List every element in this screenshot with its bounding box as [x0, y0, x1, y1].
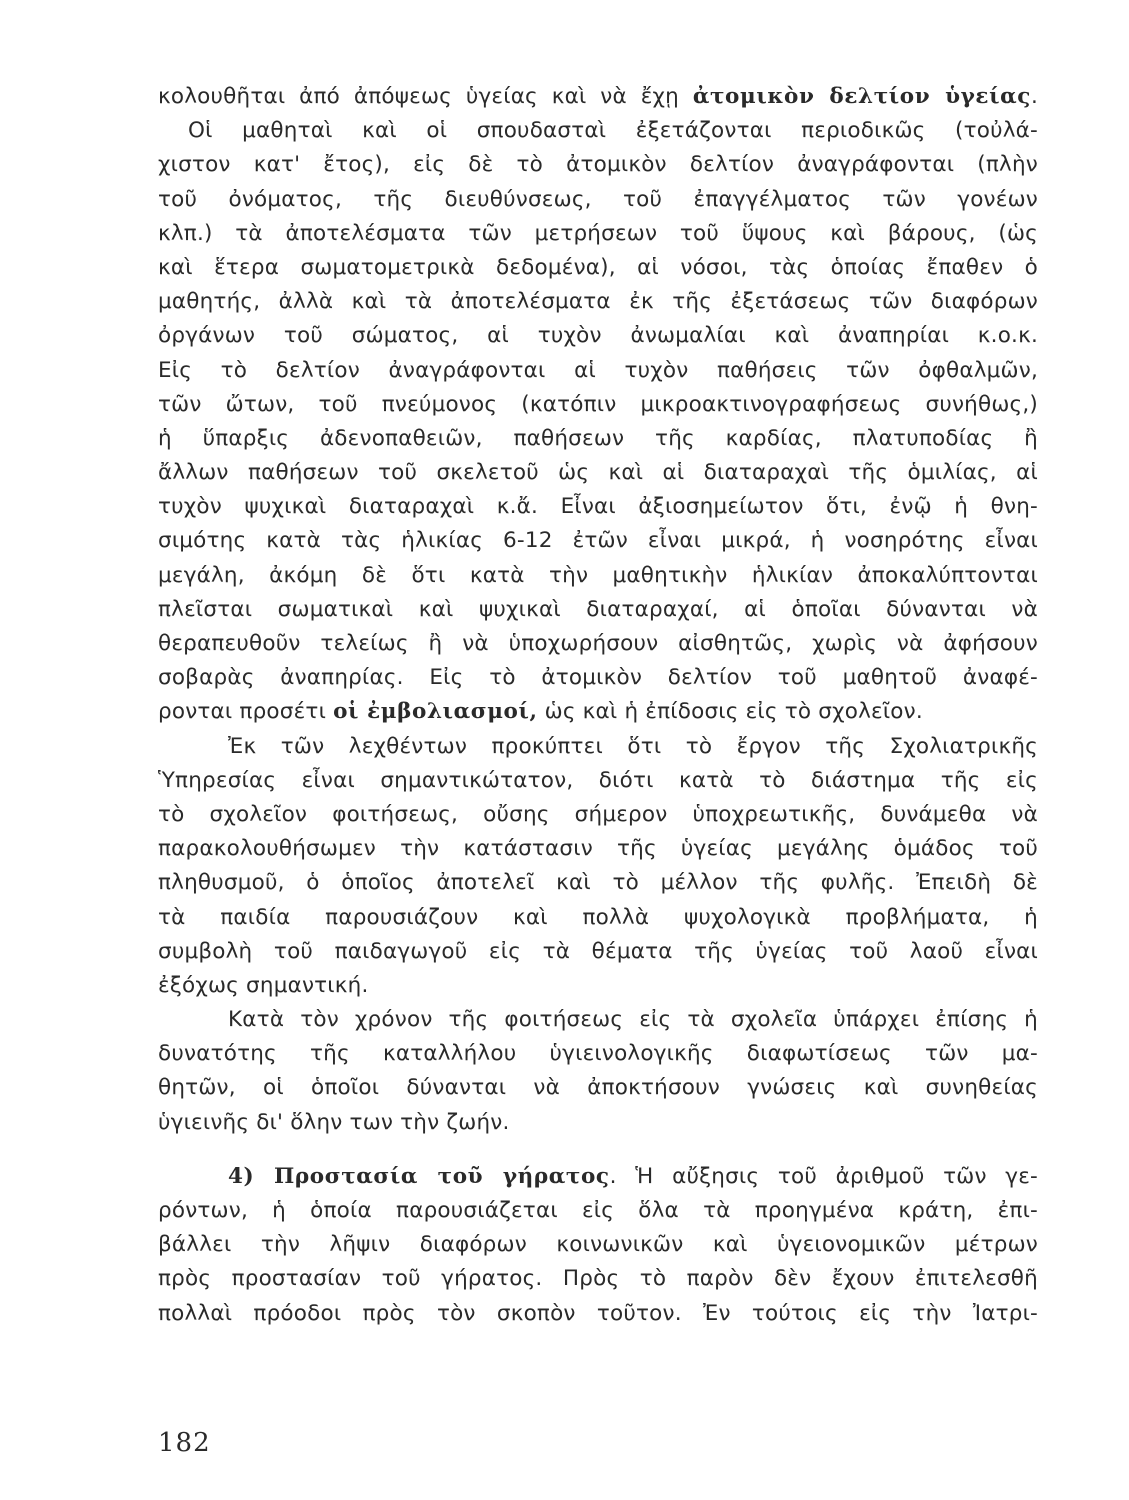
text-line: [158, 695, 1038, 729]
text-span: ὡς καὶ ἡ ἐπίδοσις εἰς τὸ σχολεῖον.: [537, 699, 923, 725]
text-line: σοβαρὰς ἀναπηρίας. Εἰς τὸ ἀτομικὸν δελτίον τοῦ μαθητοῦ ἀναφέ-: [158, 665, 1038, 691]
text-line: βάλλει τὴν λῆψιν διαφόρων κοινωνικῶν καὶ ὑγειονομικῶν μέτρων: [158, 1232, 1038, 1258]
text-line: ἡ ὕπαρξις ἀδενοπαθειῶν, παθήσεων τῆς καρδίας, πλατυποδίας ἢ: [158, 425, 1038, 451]
text-line: τὸ σχολεῖον φοιτήσεως, οὔσης σήμερον ὑποχρεωτικῆς, δυνάμεθα νὰ: [158, 801, 1038, 827]
text-line: θητῶν, οἱ ὁποῖοι δύνανται νὰ ἀποκτήσουν γνώσεις καὶ συνηθείας: [158, 1075, 1038, 1101]
section-heading: 4) Προστασία τοῦ γήρατος: [228, 1163, 610, 1189]
text-line: ἐξόχως σημαντική.: [158, 972, 369, 998]
text-line: χιστον κατ' ἔτος), εἰς δὲ τὸ ἀτομικὸν δελτίον ἀναγράφονται (πλὴν: [158, 152, 1038, 178]
text-line: τῶν ὤτων, τοῦ πνεύμονος (κατόπιν μικροακτινογραφήσεως συνήθως,): [158, 391, 1038, 417]
text-span: . Ἡ αὔξησις τοῦ ἀριθμοῦ τῶν γε-: [609, 1163, 1039, 1189]
text-line: κλπ.) τὰ ἀποτελέσματα τῶν μετρήσεων τοῦ ὕψους καὶ βάρους, (ὡς: [158, 220, 1038, 246]
text-line: πληθυσμοῦ, ὁ ὁποῖος ἀποτελεῖ καὶ τὸ μέλλον τῆς φυλῆς. Ἐπειδὴ δὲ: [158, 870, 1038, 896]
text-span: .: [1030, 84, 1038, 109]
section-heading-line: [158, 1160, 1038, 1194]
text-line: πλεῖσται σωματικαὶ καὶ ψυχικαὶ διαταραχαί, αἱ ὁποῖαι δύνανται νὰ: [158, 596, 1038, 622]
text-line: καὶ ἕτερα σωματομετρικὰ δεδομένα), αἱ νόσοι, τὰς ὁποίας ἔπαθεν ὁ: [158, 254, 1038, 280]
text-line: πολλαὶ πρόοδοι πρὸς τὸν σκοπὸν τοῦτον. Ἐν τούτοις εἰς τὴν Ἰατρι-: [158, 1300, 1038, 1326]
page-body-text: [158, 80, 1038, 1331]
text-line: ρόντων, ἡ ὁποία παρουσιάζεται εἰς ὅλα τὰ προηγμένα κράτη, ἐπι-: [158, 1198, 1038, 1223]
page-number: 182: [158, 1428, 211, 1458]
text-line: συμβολὴ τοῦ παιδαγωγοῦ εἰς τὰ θέματα τῆς ὑγείας τοῦ λαοῦ εἶναι: [158, 938, 1038, 964]
bold-term-personal-health-record: ἀτομικὸν δελτίον ὑγείας: [692, 84, 1031, 109]
text-line: Εἰς τὸ δελτίον ἀναγράφονται αἱ τυχὸν παθήσεις τῶν ὀφθαλμῶν,: [158, 357, 1038, 383]
text-line: Κατὰ τὸν χρόνον τῆς φοιτήσεως εἰς τὰ σχολεῖα ὑπάρχει ἐπίσης ἡ: [228, 1007, 1038, 1033]
text-line: ὀργάνων τοῦ σώματος, αἱ τυχὸν ἀνωμαλίαι καὶ ἀναπηρίαι κ.ο.κ.: [158, 323, 1038, 349]
text-line: ἄλλων παθήσεων τοῦ σκελετοῦ ὡς καὶ αἱ διαταραχαὶ τῆς ὁμιλίας, αἱ: [158, 460, 1038, 486]
text-line: Ἐκ τῶν λεχθέντων προκύπτει ὅτι τὸ ἔργον τῆς Σχολιατρικῆς: [228, 733, 1038, 759]
text-line: πρὸς προστασίαν τοῦ γήρατος. Πρὸς τὸ παρὸν δὲν ἔχουν ἐπιτελεσθῆ: [158, 1266, 1038, 1292]
text-line: θεραπευθοῦν τελείως ἢ νὰ ὑποχωρήσουν αἰσθητῶς, χωρὶς νὰ ἀφήσουν: [158, 631, 1038, 656]
text-line: ὑγιεινῆς δι' ὅλην των τὴν ζωήν.: [158, 1109, 510, 1135]
text-line: τυχὸν ψυχικαὶ διαταραχαὶ κ.ἄ. Εἶναι ἀξιοσημείωτον ὅτι, ἐνῷ ἡ θνη-: [158, 494, 1038, 520]
text-line: [158, 80, 1038, 114]
text-line: μαθητής, ἀλλὰ καὶ τὰ ἀποτελέσματα ἐκ τῆς ἐξετάσεως τῶν διαφόρων: [158, 289, 1038, 315]
bold-term-vaccinations: οἱ ἐμβολιασμοί,: [333, 699, 538, 725]
text-line: Οἱ μαθηταὶ καὶ οἱ σπουδασταὶ ἐξετάζονται περιοδικῶς (τοὐλά-: [188, 118, 1038, 144]
text-line: σιμότης κατὰ τὰς ἡλικίας 6-12 ἐτῶν εἶναι μικρά, ἡ νοσηρότης εἶναι: [158, 528, 1038, 554]
text-line: Ὑπηρεσίας εἶναι σημαντικώτατον, διότι κατὰ τὸ διάστημα τῆς εἰς: [158, 767, 1038, 793]
text-line: τοῦ ὀνόματος, τῆς διευθύνσεως, τοῦ ἐπαγγέλματος τῶν γονέων: [158, 186, 1038, 212]
text-line: μεγάλη, ἀκόμη δὲ ὅτι κατὰ τὴν μαθητικὴν ἡλικίαν ἀποκαλύπτονται: [158, 562, 1038, 588]
text-line: τὰ παιδία παρουσιάζουν καὶ πολλὰ ψυχολογικὰ προβλήματα, ἡ: [158, 904, 1038, 930]
paragraph-gap: [158, 1140, 1038, 1160]
text-span: ρονται προσέτι: [158, 699, 334, 725]
text-line: δυνατότης τῆς καταλλήλου ὑγιεινολογικῆς διαφωτίσεως τῶν μα-: [158, 1041, 1038, 1067]
text-span: κολουθῆται ἀπό ἀπόψεως ὑγείας καὶ νὰ ἔχῃ: [158, 84, 693, 109]
text-line: παρακολουθήσωμεν τὴν κατάστασιν τῆς ὑγείας μεγάλης ὁμάδος τοῦ: [158, 836, 1038, 862]
